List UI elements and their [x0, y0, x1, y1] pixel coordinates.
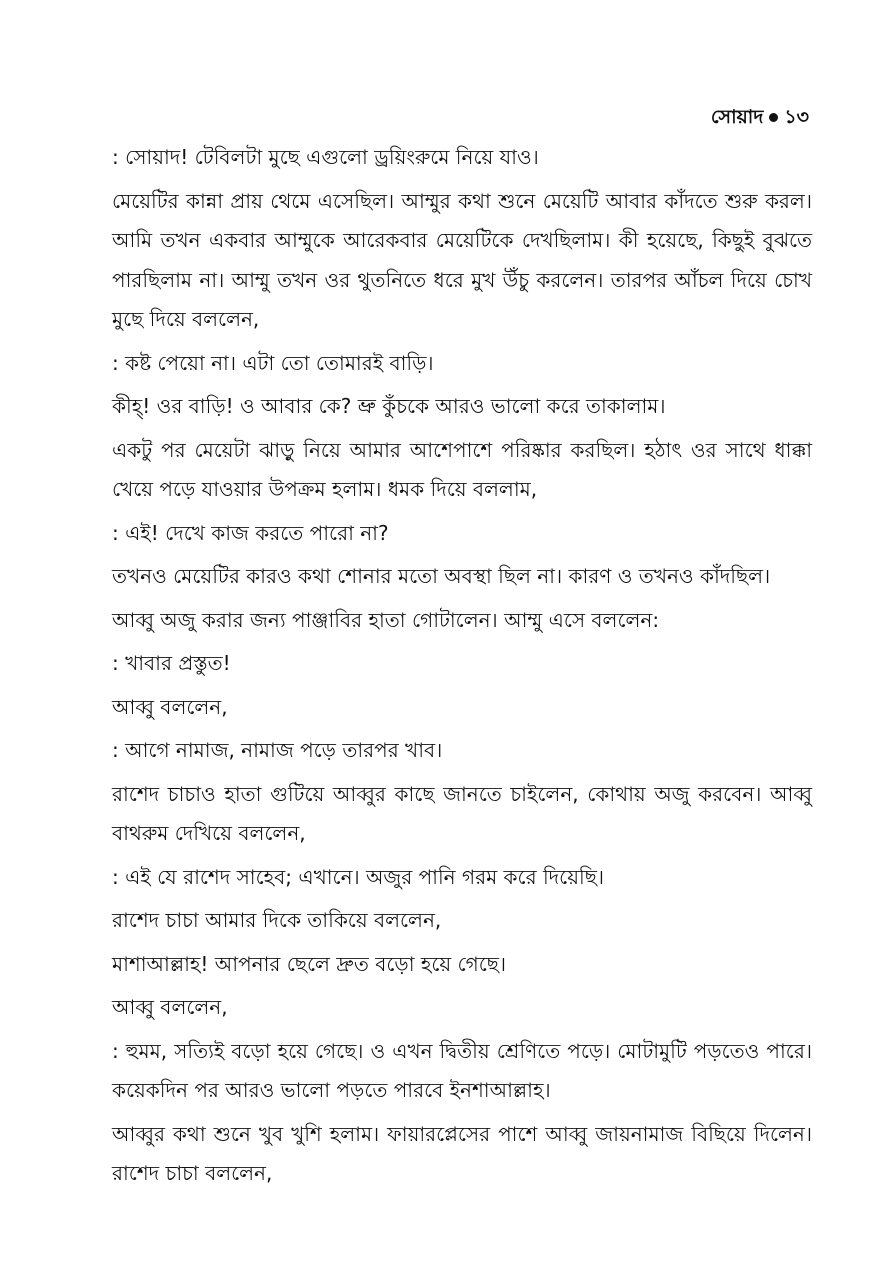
paragraph-6: : এই! দেখে কাজ করতে পারো না? — [112, 520, 389, 545]
page-number: ১৩ — [784, 106, 809, 128]
paragraph-1: : সোয়াদ! টেবিলটা মুছে এগুলো ড্রয়িংরুমে নিয়ে যাও। — [112, 145, 539, 169]
running-header — [711, 103, 809, 135]
paragraph-3: : কষ্ট পেয়ো না। এটা তো তোমারই বাড়ি। — [112, 350, 434, 375]
body-text — [112, 138, 812, 1198]
paragraph-14: রাশেদ চাচা আমার দিকে তাকিয়ে বললেন, — [112, 908, 442, 932]
paragraph-2: মেয়েটির কান্না প্রায় থেমে এসেছিল। আম্মুর কথা শুনে মেয়েটি আবার কাঁদতে শুরু করল। আমি তখন একবার আম্মুকে আরেকবার মেয়েটিকে দেখছিলাম। কী হয়েছে, কিছুই বুঝতে পারছিলাম না। আম্মু তখন ওর থুতনিতে ধরে মুখ উঁচু করলেন। তারপর আঁচল দিয়ে চোখ মুছে দিয়ে বললেন, — [112, 188, 812, 331]
paragraph-5: একটু পর মেয়েটা ঝাড়ু নিয়ে আমার আশেপাশে পরিষ্কার করছিল। হঠাৎ ওর সাথে ধাক্কা খেয়ে পড়ে যাওয়ার উপক্রম হলাম। ধমক দিয়ে বললাম, — [112, 437, 812, 501]
paragraph-18: আব্বুর কথা শুনে খুব খুশি হলাম। ফায়ারপ্লেসের পাশে আব্বু জায়নামাজ বিছিয়ে দিলেন। রাশেদ চাচা বললেন, — [112, 1121, 812, 1185]
paragraph-4: কীহ্! ওর বাড়ি! ও আবার কে? ভ্রু কুঁচকে আরও ভালো করে তাকালাম। — [112, 394, 666, 418]
paragraph-16: আব্বু বললেন, — [112, 995, 228, 1019]
paragraph-10: আব্বু বললেন, — [112, 694, 228, 719]
bullet-dot-icon — [769, 113, 778, 122]
paragraph-15: মাশাআল্লাহ! আপনার ছেলে দ্রুত বড়ো হয়ে গেছে। — [112, 951, 507, 976]
paragraph-11: : আগে নামাজ, নামাজ পড়ে তারপর খাব। — [112, 738, 443, 762]
paragraph-13: : এই যে রাশেদ সাহেব; এখানে। অজুর পানি গরম করে দিয়েছি। — [112, 864, 604, 889]
paragraph-12: রাশেদ চাচাও হাতা গুটিয়ে আব্বুর কাছে জানতে চাইলেন, কোথায় অজু করবেন। আব্বু বাথরুম দেখিয়ে বললেন, — [112, 781, 812, 845]
paragraph-7: তখনও মেয়েটির কারও কথা শোনার মতো অবস্থা ছিল না। কারণ ও তখনও কাঁদছিল। — [112, 564, 771, 588]
book-title: সোয়াদ — [710, 106, 764, 128]
paragraph-9: : খাবার প্রস্তুত! — [112, 651, 231, 675]
paragraph-17: : হুমম, সত্যিই বড়ো হয়ে গেছে। ও এখন দ্বিতীয় শ্রেণিতে পড়ে। মোটামুটি পড়তেও পারে। কয়েকদিন পর আরও ভালো পড়তে পারবে ইনশাআল্লাহ। — [112, 1038, 812, 1102]
paragraph-8: আব্বু অজু করার জন্য পাঞ্জাবির হাতা গোটালেন। আম্মু এসে বললেন: — [112, 607, 660, 632]
